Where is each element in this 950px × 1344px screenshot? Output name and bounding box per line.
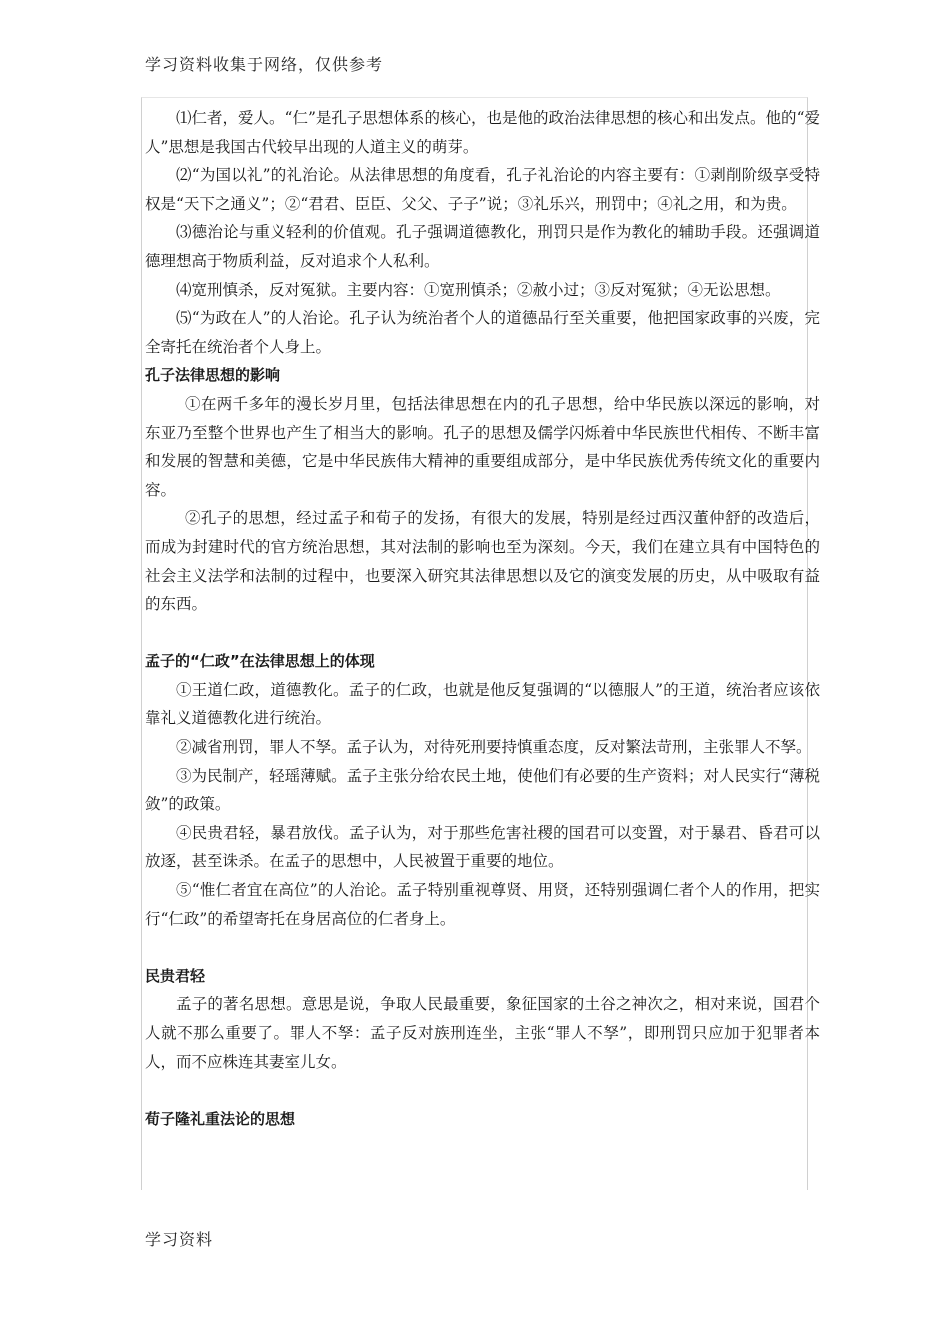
section-heading-confucius-influence: 孔子法律思想的影响: [145, 366, 281, 385]
page-footer: 学习资料: [145, 1230, 214, 1249]
paragraph-mencius-4: ④民贵君轻，暴君放伐。孟子认为，对于那些危害社稷的国君可以变置，对于暴君、昏君可以放逐，甚至诛杀。在孟子的思想中，人民被置于重要的地位。: [145, 823, 820, 871]
paragraph-influence-1: ①在两千多年的漫长岁月里，包括法律思想在内的孔子思想，给中华民族以深远的影响，对东亚乃至整个世界也产生了相当大的影响。孔子的思想及儒学闪烁着中华民族世代相传、不断丰富和发展的智慧和美德，它是中华民族伟大精神的重要组成部分，是中华民族优秀传统文化的重要内容。: [145, 394, 820, 499]
paragraph-kuan-xing: ⑷宽刑慎杀，反对冤狱。主要内容：①宽刑慎杀；②赦小过；③反对冤狱；④无讼思想。: [176, 280, 781, 299]
paragraph-ren-zhe: ⑴仁者，爱人。“仁”是孔子思想体系的核心，也是他的政治法律思想的核心和出发点。他的“爱人”思想是我国古代较早出现的人道主义的萌芽。: [145, 109, 820, 156]
paragraph-mencius-1: ①王道仁政，道德教化。孟子的仁政，也就是他反复强调的“以德服人”的王道，统治者应该依靠礼义道德教化进行统治。: [145, 680, 820, 728]
spacer: [145, 619, 820, 648]
document-body: [145, 104, 820, 1133]
section-heading-min-gui-jun-qing: 民贵君轻: [145, 966, 206, 985]
page-header: 学习资料收集于网络，仅供参考: [145, 55, 384, 74]
spacer: [145, 933, 820, 962]
spacer: [145, 1076, 820, 1105]
section-heading-xunzi: 荀子隆礼重法论的思想: [145, 1109, 296, 1128]
paragraph-min-gui-jun-qing: 孟子的著名思想。意思是说，争取人民最重要，象征国家的土谷之神次之，相对来说，国君个人就不那么重要了。罪人不孥：孟子反对族刑连坐，主张“罪人不孥”，即刑罚只应加于犯罪者本人，而不应株连其妻室儿女。: [145, 995, 820, 1071]
paragraph-mencius-2: ②减省刑罚，罪人不孥。孟子认为，对待死刑要持慎重态度，反对繁法苛刑，主张罪人不孥。: [176, 738, 812, 757]
paragraph-influence-2: ②孔子的思想，经过孟子和荀子的发扬，有很大的发展，特别是经过西汉董仲舒的改造后，而成为封建时代的官方统治思想，其对法制的影响也至为深刻。今天，我们在建立具有中国特色的社会主义法学和法制的过程中，也要深入研究其法律思想以及它的演变发展的历史，从中吸取有益的东西。: [145, 509, 820, 614]
paragraph-li-zhi: ⑵“为国以礼”的礼治论。从法律思想的角度看，孔子礼治论的内容主要有：①剥削阶级享受特权是“天下之通义”；②“君君、臣臣、父父、子子”说；③礼乐兴，刑罚中；④礼之用，和为贵。: [145, 166, 820, 213]
section-heading-mencius-renzheng: 孟子的“仁政”在法律思想上的体现: [145, 652, 375, 671]
paragraph-ren-zhi: ⑸“为政在人”的人治论。孔子认为统治者个人的道德品行至关重要，他把国家政事的兴废，完全寄托在统治者个人身上。: [145, 309, 820, 356]
paragraph-mencius-3: ③为民制产，轻瑶薄赋。孟子主张分给农民土地，使他们有必要的生产资料；对人民实行“薄税敛”的政策。: [145, 766, 820, 814]
paragraph-mencius-5: ⑤“惟仁者宜在高位”的人治论。孟子特别重视尊贤、用贤，还特别强调仁者个人的作用，把实行“仁政”的希望寄托在身居高位的仁者身上。: [145, 881, 820, 928]
paragraph-de-zhi: ⑶德治论与重义轻利的价值观。孔子强调道德教化，刑罚只是作为教化的辅助手段。还强调道德理想高于物质利益，反对追求个人私利。: [145, 223, 820, 270]
